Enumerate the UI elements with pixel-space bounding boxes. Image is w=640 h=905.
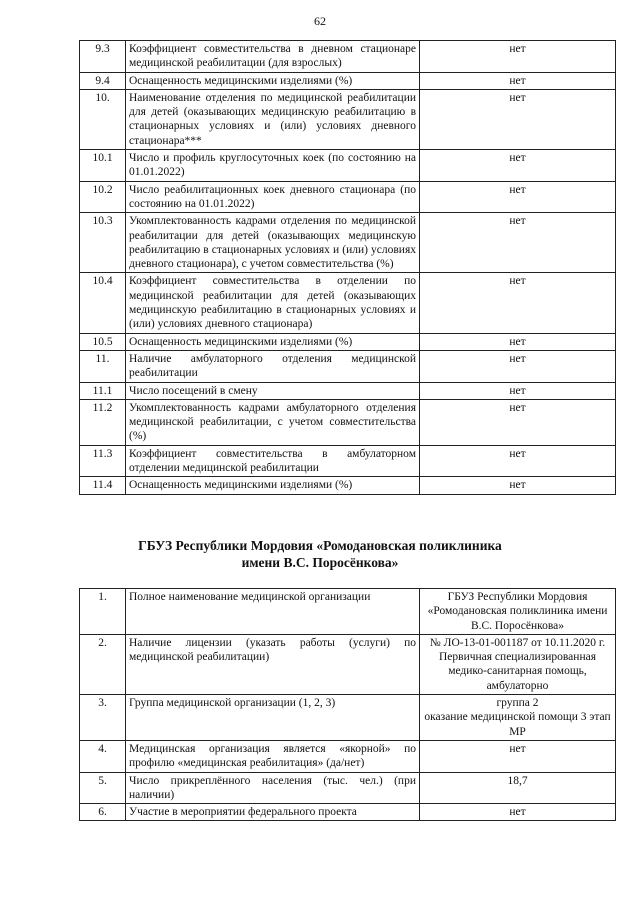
table-row (80, 695, 616, 741)
row-description: Коэффициент совместительства в отделении по медицинской реабилитации для детей (оказывающих медицинскую реабилитацию в стационарных условиях и (или) условиях дневного стационара) (126, 273, 420, 333)
row-description: Число прикреплённого населения (тыс. чел.) (при наличии) (126, 772, 420, 804)
row-number: 10.1 (80, 150, 126, 182)
table-row (80, 41, 616, 73)
row-value: нет (420, 41, 616, 73)
section-title-line-1: ГБУЗ Республики Мордовия «Ромодановская поликлиника (138, 538, 502, 553)
row-value (420, 740, 616, 772)
section-title (0, 537, 640, 571)
row-description: Участие в мероприятии федерального проекта (126, 804, 420, 821)
row-number: 9.3 (80, 41, 126, 73)
table-row (80, 72, 616, 89)
table-row (80, 804, 616, 821)
table-row (80, 350, 616, 382)
row-value (420, 634, 616, 694)
section-title-line-2: имени В.С. Поросёнкова» (241, 555, 399, 570)
row-number: 9.4 (80, 72, 126, 89)
table-row (80, 477, 616, 494)
row-value: нет (420, 150, 616, 182)
row-number: 3. (80, 695, 126, 741)
row-number: 1. (80, 589, 126, 635)
table-row (80, 772, 616, 804)
row-number: 6. (80, 804, 126, 821)
row-value: нет (420, 89, 616, 149)
table-row (80, 273, 616, 333)
row-description: Оснащенность медицинскими изделиями (%) (126, 477, 420, 494)
table-row (80, 213, 616, 273)
row-number: 11.1 (80, 382, 126, 399)
row-description: Медицинская организация является «якорной» по профилю «медицинская реабилитация» (да/нет) (126, 740, 420, 772)
row-number: 11. (80, 350, 126, 382)
row-value (420, 772, 616, 804)
row-value: нет (420, 477, 616, 494)
row-value: нет (420, 445, 616, 477)
row-value: нет (420, 399, 616, 445)
row-value: нет (420, 350, 616, 382)
row-value-line: Первичная специализированная медико-санитарная помощь, амбулаторно (438, 651, 596, 692)
row-value: нет (420, 72, 616, 89)
row-value-line: № ЛО-13-01-001187 от 10.11.2020 г. (429, 636, 606, 649)
table-row (80, 382, 616, 399)
row-description: Наличие амбулаторного отделения медицинской реабилитации (126, 350, 420, 382)
row-value: нет (420, 273, 616, 333)
row-value-line: нет (509, 806, 526, 819)
table-row (80, 181, 616, 213)
row-description: Полное наименование медицинской организации (126, 589, 420, 635)
row-description: Группа медицинской организации (1, 2, 3) (126, 695, 420, 741)
row-value: нет (420, 333, 616, 350)
row-description: Число реабилитационных коек дневного стационара (по состоянию на 01.01.2022) (126, 181, 420, 213)
row-description: Оснащенность медицинскими изделиями (%) (126, 333, 420, 350)
row-value (420, 695, 616, 741)
table-row (80, 740, 616, 772)
row-number: 10.3 (80, 213, 126, 273)
row-description: Наименование отделения по медицинской реабилитации для детей (оказывающих медицинскую реабилитацию в стационарных условиях и (или) условиях дневного стационара*** (126, 89, 420, 149)
row-value-line: нет (509, 742, 526, 755)
row-value: нет (420, 213, 616, 273)
row-value: нет (420, 382, 616, 399)
row-number: 11.4 (80, 477, 126, 494)
row-value: нет (420, 181, 616, 213)
table-row (80, 333, 616, 350)
row-value-line: 18,7 (507, 774, 528, 787)
row-description: Коэффициент совместительства в амбулаторном отделении медицинской реабилитации (126, 445, 420, 477)
row-description: Коэффициент совместительства в дневном стационаре медицинской реабилитации (для взрослых) (126, 41, 420, 73)
row-description: Число посещений в смену (126, 382, 420, 399)
row-description: Укомплектованность кадрами амбулаторного отделения медицинской реабилитации, с учетом совместительства (%) (126, 399, 420, 445)
row-number: 10.4 (80, 273, 126, 333)
row-description: Укомплектованность кадрами отделения по медицинской реабилитации для детей (оказывающих медицинскую реабилитацию в стационарных условиях и (или) условиях дневного стационара), с учетом совместительства (%) (126, 213, 420, 273)
table-row (80, 634, 616, 694)
row-number: 10.5 (80, 333, 126, 350)
row-value-line: ГБУЗ Республики Мордовия «Ромодановская поликлиника имени В.С. Поросёнкова» (427, 591, 608, 632)
row-number: 10. (80, 89, 126, 149)
row-value (420, 589, 616, 635)
organization-table (79, 588, 616, 821)
table-row (80, 399, 616, 445)
row-value-line: группа 2 (496, 697, 539, 710)
row-number: 11.3 (80, 445, 126, 477)
row-description: Число и профиль круглосуточных коек (по состоянию на 01.01.2022) (126, 150, 420, 182)
row-number: 2. (80, 634, 126, 694)
table-row (80, 150, 616, 182)
row-number: 5. (80, 772, 126, 804)
page-number: 62 (314, 14, 326, 28)
row-value (420, 804, 616, 821)
row-number: 11.2 (80, 399, 126, 445)
table-row (80, 445, 616, 477)
row-description: Наличие лицензии (указать работы (услуги) по медицинской реабилитации) (126, 634, 420, 694)
row-description: Оснащенность медицинскими изделиями (%) (126, 72, 420, 89)
row-number: 4. (80, 740, 126, 772)
table-row (80, 589, 616, 635)
table-row (80, 89, 616, 149)
row-value-line: оказание медицинской помощи 3 этап МР (424, 711, 611, 738)
criteria-table-continued (79, 40, 616, 495)
row-number: 10.2 (80, 181, 126, 213)
